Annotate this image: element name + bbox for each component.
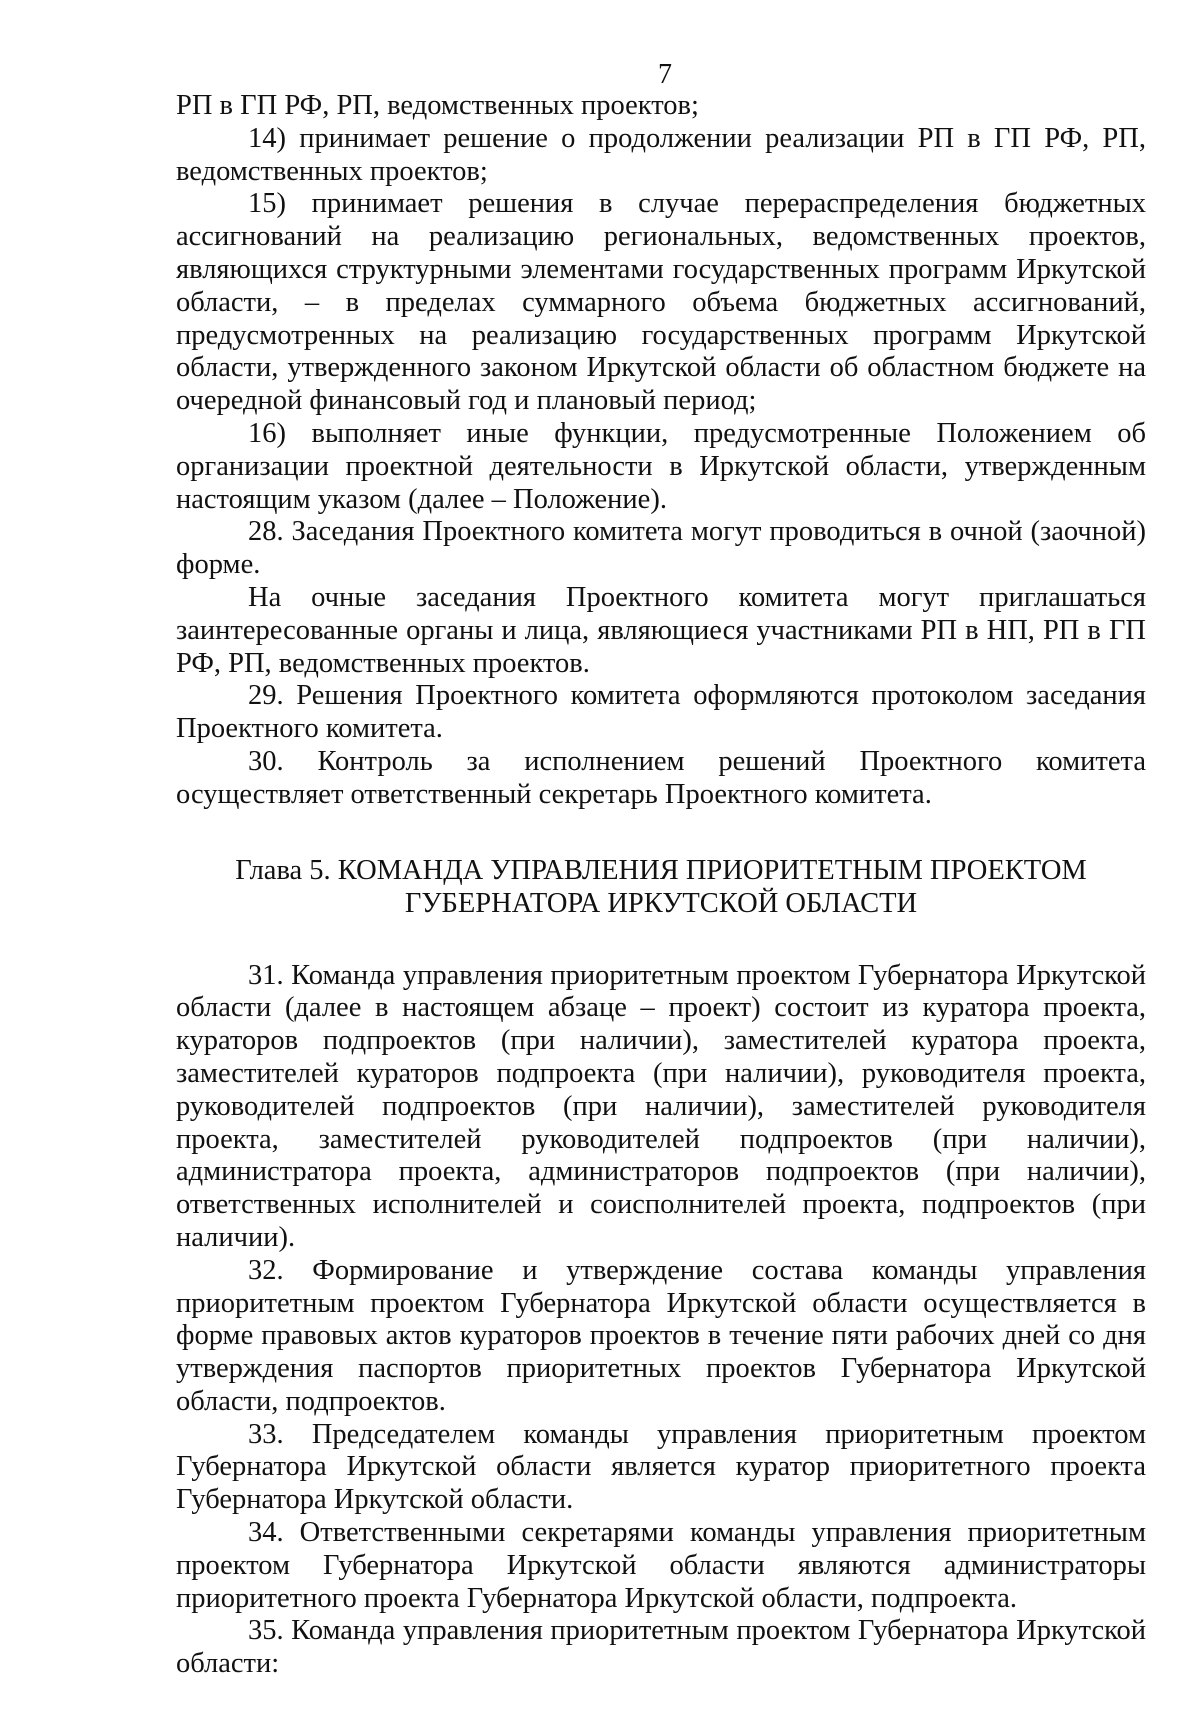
paragraph-continuation: РП в ГП РФ, РП, ведомственных проектов; [176, 90, 699, 121]
paragraph-30: 30. Контроль за исполнением решений Проектного комитета осуществляет ответственный секретарь Проектного комитета. [176, 745, 1146, 810]
page-number: 7 [658, 59, 672, 90]
paragraph-32: 32. Формирование и утверждение состава команды управления приоритетным проектом Губернатора Иркутской области осуществляется в форме правовых актов кураторов проектов в течение пяти рабочих дней со дня утверждения паспортов приоритетных проектов Губернатора Иркутской области, подпроектов. [176, 1254, 1146, 1417]
paragraph-29: 29. Решения Проектного комитета оформляются протоколом заседания Проектного комитета. [176, 680, 1146, 745]
paragraph-28-meetings: На очные заседания Проектного комитета могут приглашаться заинтересованные органы и лица, являющиеся участниками РП в НП, РП в ГП РФ, РП, ведомственных проектов. [176, 581, 1146, 679]
paragraph-34: 34. Ответственными секретарями команды управления приоритетным проектом Губернатора Иркутской области являются администраторы приоритетного проекта Губернатора Иркутской области, подпроекта. [176, 1517, 1146, 1614]
paragraph-item-15: 15) принимает решения в случае перераспределения бюджетных ассигнований на реализацию региональных, ведомственных проектов, являющихся структурными элементами государственных программ Иркутской области, – в пределах суммарного объема бюджетных ассигнований, предусмотренных на реализацию государственных программ Иркутской области, утвержденного законом Иркутской области об областном бюджете на очередной финансовый год и плановый период; [176, 188, 1146, 417]
paragraph-35: 35. Команда управления приоритетным проектом Губернатора Иркутской области: [176, 1615, 1146, 1680]
paragraph-28: 28. Заседания Проектного комитета могут проводиться в очной (заочной) форме. [176, 516, 1146, 581]
paragraph-31: 31. Команда управления приоритетным проектом Губернатора Иркутской области (далее в настоящем абзаце – проект) состоит из куратора проекта, кураторов подпроектов (при наличии), заместителей куратора проекта, заместителей кураторов подпроекта (при наличии), руководителя проекта, руководителей подпроектов (при наличии), заместителей руководителя проекта, заместителей руководителей подпроектов (при наличии), администратора проекта, администраторов подпроектов (при наличии), ответственных исполнителей и соисполнителей проекта, подпроектов (при наличии). [176, 959, 1146, 1253]
chapter-heading-line-1: Глава 5. КОМАНДА УПРАВЛЕНИЯ ПРИОРИТЕТНЫМ ПРОЕКТОМ [235, 854, 1087, 886]
paragraph-33: 33. Председателем команды управления приоритетным проектом Губернатора Иркутской области является куратор приоритетного проекта Губернатора Иркутской области. [176, 1418, 1146, 1516]
chapter-heading [176, 854, 1146, 920]
document-body [176, 90, 1146, 1681]
chapter-heading-line-2: ГУБЕРНАТОРА ИРКУТСКОЙ ОБЛАСТИ [404, 887, 918, 919]
paragraph-item-16: 16) выполняет иные функции, предусмотренные Положением об организации проектной деятельности в Иркутской области, утвержденным настоящим указом (далее – Положение). [176, 417, 1146, 515]
paragraph-item-14: 14) принимает решение о продолжении реализации РП в ГП РФ, РП, ведомственных проектов; [176, 122, 1146, 187]
